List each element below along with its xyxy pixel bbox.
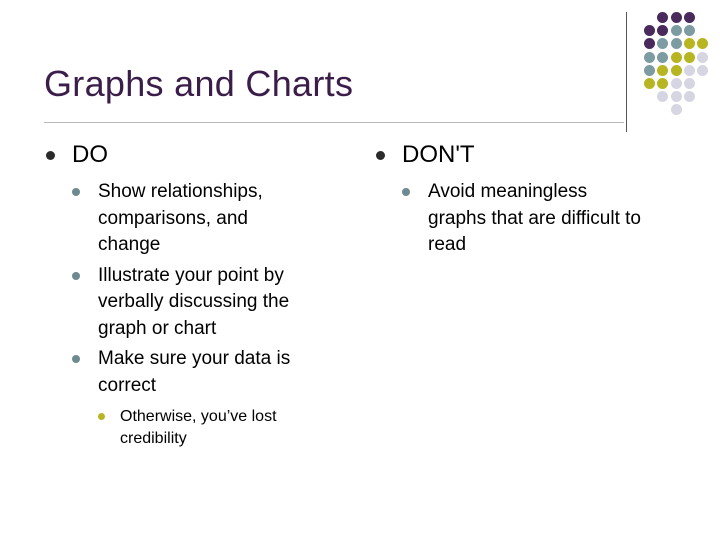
list-item: Show relationships, comparisons, and change: [46, 179, 346, 259]
dont-column: [376, 140, 696, 259]
bullet-icon: [46, 151, 55, 160]
grid-dot: [644, 38, 655, 49]
decorative-divider: [626, 12, 627, 132]
grid-dot: [671, 78, 682, 89]
grid-dot: [657, 38, 668, 49]
list-item: Illustrate your point by verbally discussing the graph or chart: [46, 263, 346, 343]
grid-dot: [671, 25, 682, 36]
grid-dot: [684, 38, 695, 49]
grid-dot: [684, 25, 695, 36]
do-column: [46, 140, 346, 450]
grid-dot: [657, 65, 668, 76]
grid-dot: [671, 104, 682, 115]
grid-dot: [644, 65, 655, 76]
grid-dot: [697, 65, 708, 76]
grid-dot: [671, 65, 682, 76]
bullet-icon: [72, 355, 80, 363]
grid-dot: [671, 38, 682, 49]
title-underline: [44, 122, 624, 123]
grid-dot: [684, 12, 695, 23]
bullet-icon: [376, 151, 385, 160]
grid-dot: [684, 52, 695, 63]
grid-dot: [684, 78, 695, 89]
dont-heading: DON'T: [376, 140, 696, 170]
bullet-icon: [402, 188, 410, 196]
bullet-icon: [72, 272, 80, 280]
sub-list-item: Otherwise, you’ve lost credibility: [46, 406, 346, 450]
grid-dot: [697, 38, 708, 49]
grid-dot: [684, 91, 695, 102]
list-item: Make sure your data is correct: [46, 346, 346, 399]
grid-dot: [671, 12, 682, 23]
grid-dot: [671, 91, 682, 102]
bullet-icon: [72, 188, 80, 196]
grid-dot: [657, 52, 668, 63]
grid-dot: [657, 25, 668, 36]
grid-dot: [657, 12, 668, 23]
do-heading: DO: [46, 140, 346, 170]
bullet-icon: [98, 413, 105, 420]
grid-dot: [644, 25, 655, 36]
grid-dot: [644, 78, 655, 89]
grid-dot: [657, 78, 668, 89]
grid-dot: [657, 91, 668, 102]
grid-dot: [644, 52, 655, 63]
list-item: Avoid meaningless graphs that are difficult to read: [376, 179, 696, 259]
slide-title: Graphs and Charts: [44, 63, 354, 104]
grid-dot: [684, 65, 695, 76]
grid-dot: [697, 52, 708, 63]
grid-dot: [671, 52, 682, 63]
